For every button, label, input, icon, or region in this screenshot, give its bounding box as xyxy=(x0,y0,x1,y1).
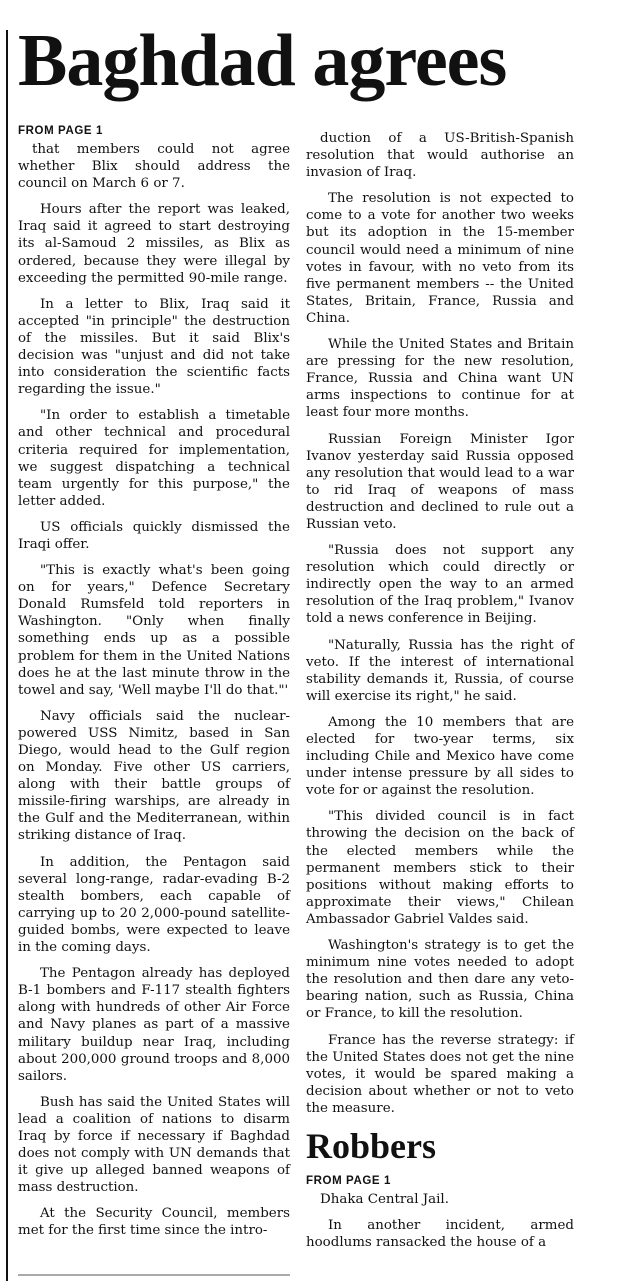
paragraph: that members could not agree whether Blix should address the council on March 6 or 7. xyxy=(18,142,290,192)
paragraph: duction of a US-British-Spanish resolution that would authorise an invasion of Iraq. xyxy=(306,131,574,181)
paragraph: Navy officials said the nuclear-powered USS Nimitz, based in San Diego, would head to the Gulf region on Monday. Five other US carriers, along with their battle groups of missile-firing warships, are already in the Gulf and the Mediterranean, within striking distance of Iraq. xyxy=(18,708,290,844)
paragraph: In a letter to Blix, Iraq said it accepted "in principle" the destruction of the missiles. But it said Blix's decision was "unjust and did not take into consideration the scientific facts regarding the issue." xyxy=(18,296,290,398)
paragraph: "This is exactly what's been going on for years," Defence Secretary Donald Rumsfeld told reporters in Washington. "Only when finally something ends up as a possible problem for them in the United Nations does he at the last minute throw in the towel and say, 'Well maybe I'll do that."' xyxy=(18,563,290,698)
paragraph: Dhaka Central Jail. xyxy=(320,1191,449,1207)
paragraph: Russian Foreign Minister Igor Ivanov yesterday said Russia opposed any resolution that would lead to a war to rid Iraq of weapons of mass destruction and declined to rule out a Russian veto. xyxy=(306,431,574,532)
paragraph: While the United States and Britain are pressing for the new resolution, France, Russia and China want UN arms inspections to continue for at least four more months. xyxy=(306,337,574,421)
paragraph: US officials quickly dismissed the Iraqi offer. xyxy=(18,519,290,552)
paragraph: The Pentagon already has deployed B-1 bombers and F-117 stealth fighters along with hundreds of other Air Force and Navy planes as part of a massive military buildup near Iraq, including about 200,000 ground troops and 8,000 sailors. xyxy=(18,966,290,1084)
paragraph: The resolution is not expected to come to a vote for another two weeks but its adoption in the 15-member council would need a minimum of nine votes in favour, with no veto from its five permanent members -- the United States, Britain, France, Russia and China. xyxy=(306,191,574,326)
bottom-rule xyxy=(18,1274,290,1276)
paragraph: Bush has said the United States will lead a coalition of nations to disarm Iraq by force if necessary if Baghdad does not comply with UN demands that it give up alleged banned weapons of mass destruction. xyxy=(18,1094,290,1196)
paragraph: In addition, the Pentagon said several long-range, radar-evading B-2 stealth bombers, each capable of carrying up to 20 2,000-pound satellite-guided bombs, were expected to leave in the coming days. xyxy=(18,854,290,956)
paragraph: "Russia does not support any resolution which could directly or indirectly open the way to an armed resolution of the Iraq problem," Ivanov told a news conference in Beijing. xyxy=(306,543,574,627)
paragraph: Washington's strategy is to get the minimum nine votes needed to adopt the resolution and then dare any veto-bearing nation, such as Russia, China or France, to kill the resolution. xyxy=(306,938,574,1022)
paragraph: Among the 10 members that are elected for two-year terms, six including Chile and Mexico have come under intense pressure by all sides to vote for or against the resolution. xyxy=(306,714,574,799)
paragraph: At the Security Council, members met for the first time since the intro- xyxy=(18,1206,290,1239)
headline: Baghdad agrees xyxy=(18,20,507,102)
left-column xyxy=(18,124,290,1249)
from-page-kicker: FROM PAGE 1 xyxy=(18,125,103,137)
from-page-kicker: FROM PAGE 1 xyxy=(306,1174,391,1187)
paragraph: "In order to establish a timetable and other technical and procedural criteria required for implementation, we suggest dispatching a technical team urgently for this purpose," the letter added. xyxy=(18,408,290,509)
paragraph: Hours after the report was leaked, Iraq said it agreed to start destroying its al-Samoud 2 missiles, as Blix as ordered, because they were illegal by exceeding the permitted 90-mile range. xyxy=(18,202,290,286)
paragraph: "Naturally, Russia has the right of veto. If the interest of international stability demands it, Russia, of course will exercise its right," he said. xyxy=(306,637,574,704)
paragraph: "This divided council is in fact throwing the decision on the back of the elected members while the permanent members stick to their positions without making efforts to approximate their views," Chilean Ambassador Gabriel Valdes said. xyxy=(306,809,574,927)
paragraph: In another incident, armed hoodlums ransacked the house of a xyxy=(306,1218,574,1251)
robbers-headline: Robbers xyxy=(306,1125,437,1166)
second-story xyxy=(306,1126,574,1251)
right-column xyxy=(306,130,574,1260)
column-rule xyxy=(6,30,8,1281)
paragraph: France has the reverse strategy: if the United States does not get the nine votes, it would be spared making a decision about whether or not to veto the measure. xyxy=(306,1032,574,1116)
